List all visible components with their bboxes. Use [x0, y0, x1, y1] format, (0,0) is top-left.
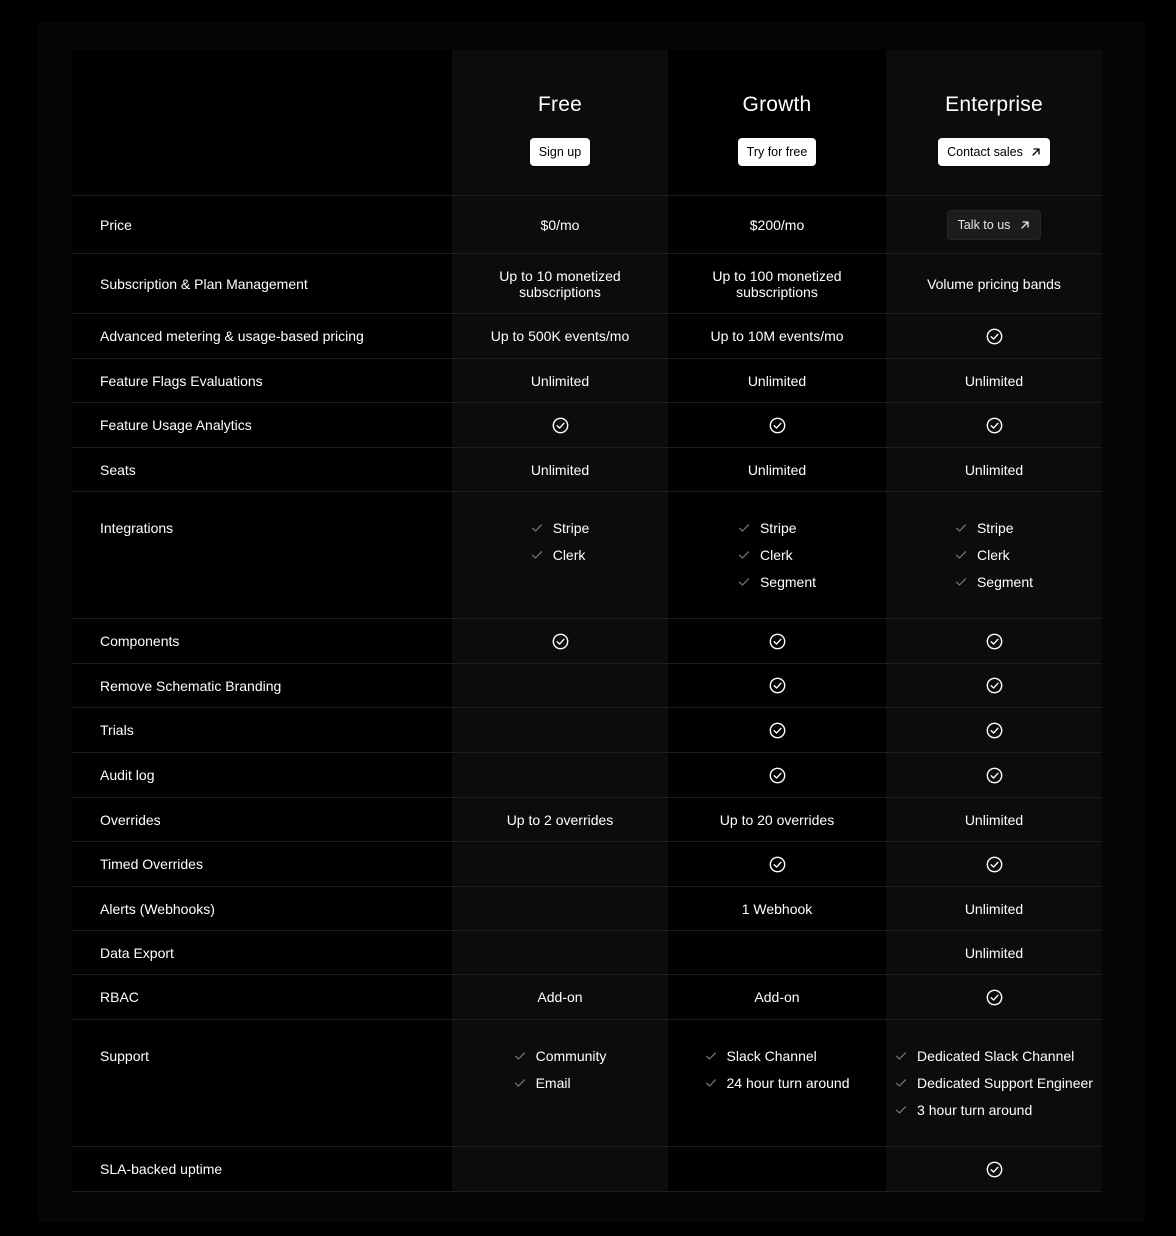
list-item	[705, 1048, 817, 1064]
list-item-label: Stripe	[976, 520, 1014, 536]
branding-free	[452, 664, 668, 707]
audit-growth	[668, 753, 886, 797]
list-item-label: Clerk	[976, 547, 1010, 563]
branding-growth	[668, 664, 886, 707]
subscription-enterprise: Volume pricing bands	[886, 254, 1102, 313]
list-item-label: Clerk	[552, 547, 586, 563]
table-row	[72, 254, 1102, 314]
list-item	[705, 1075, 850, 1091]
row-label-integrations: Integrations	[72, 492, 452, 618]
overrides-free: Up to 2 overrides	[452, 798, 668, 841]
row-label-trials: Trials	[72, 708, 452, 752]
check-circle-icon	[769, 417, 786, 434]
table-row	[72, 664, 1102, 708]
alerts-enterprise: Unlimited	[886, 887, 1102, 930]
components-free	[452, 619, 668, 663]
row-label-audit: Audit log	[72, 753, 452, 797]
table-row	[72, 1020, 1102, 1147]
sla-enterprise	[886, 1147, 1102, 1191]
export-growth	[668, 931, 886, 974]
table-row	[72, 403, 1102, 448]
check-circle-icon	[769, 767, 786, 784]
checkmark-icon	[895, 1078, 907, 1088]
check-circle-icon	[552, 633, 569, 650]
list-item-label: 3 hour turn around	[917, 1102, 1033, 1118]
list-item-label: Segment	[976, 574, 1034, 590]
sign-up-button[interactable]	[530, 138, 590, 166]
row-label-alerts: Alerts (Webhooks)	[72, 887, 452, 930]
contact-sales-label: Contact sales	[947, 145, 1023, 159]
check-circle-icon	[986, 1161, 1003, 1178]
alerts-growth: 1 Webhook	[668, 887, 886, 930]
feature-list	[895, 1048, 1093, 1118]
row-label-overrides: Overrides	[72, 798, 452, 841]
table-row	[72, 314, 1102, 359]
checkmark-icon	[738, 523, 750, 533]
row-label-rbac: RBAC	[72, 975, 452, 1019]
table-row	[72, 842, 1102, 887]
plan-name-free: Free	[538, 93, 582, 116]
table-row	[72, 931, 1102, 975]
row-label-seats: Seats	[72, 448, 452, 491]
arrow-up-right-icon	[1031, 147, 1041, 157]
price-growth: $200/mo	[668, 196, 886, 253]
table-row	[72, 492, 1102, 619]
checkmark-icon	[955, 523, 967, 533]
list-item	[514, 1048, 607, 1064]
list-item	[895, 1102, 1032, 1118]
components-enterprise	[886, 619, 1102, 663]
list-item-label: Stripe	[759, 520, 797, 536]
sign-up-label: Sign up	[538, 145, 582, 159]
row-label-export: Data Export	[72, 931, 452, 974]
export-enterprise: Unlimited	[886, 931, 1102, 974]
check-circle-icon	[986, 633, 1003, 650]
row-label-support: Support	[72, 1020, 452, 1146]
analytics-growth	[668, 403, 886, 447]
support-free	[452, 1020, 668, 1146]
row-label-metering: Advanced metering & usage-based pricing	[72, 314, 452, 358]
pricing-comparison-table	[72, 50, 1102, 1192]
check-circle-icon	[769, 633, 786, 650]
row-label-timed: Timed Overrides	[72, 842, 452, 886]
branding-enterprise	[886, 664, 1102, 707]
seats-enterprise: Unlimited	[886, 448, 1102, 491]
table-row	[72, 708, 1102, 753]
check-circle-icon	[986, 677, 1003, 694]
list-item	[738, 547, 793, 563]
list-item-label: Stripe	[552, 520, 590, 536]
feature-list	[514, 1048, 607, 1091]
checkmark-icon	[895, 1051, 907, 1061]
check-circle-icon	[769, 856, 786, 873]
integrations-free	[452, 492, 668, 618]
audit-enterprise	[886, 753, 1102, 797]
components-growth	[668, 619, 886, 663]
list-item-label: Dedicated Slack Channel	[917, 1048, 1075, 1064]
list-item-label: Dedicated Support Engineer	[917, 1075, 1093, 1091]
support-enterprise	[886, 1020, 1102, 1146]
timed-free	[452, 842, 668, 886]
checkmark-icon	[531, 523, 543, 533]
try-for-free-label: Try for free	[746, 145, 808, 159]
arrow-up-right-icon	[1020, 220, 1030, 230]
feature-list	[705, 1048, 850, 1091]
list-item-label: Email	[535, 1075, 571, 1091]
header-spacer	[72, 50, 452, 195]
list-item	[895, 1048, 1074, 1064]
list-item	[955, 574, 1033, 590]
support-growth	[668, 1020, 886, 1146]
list-item-label: Segment	[759, 574, 817, 590]
rbac-growth: Add-on	[668, 975, 886, 1019]
plan-column-enterprise	[886, 50, 1102, 195]
list-item-label: 24 hour turn around	[726, 1075, 850, 1091]
table-row	[72, 798, 1102, 842]
subscription-growth: Up to 100 monetized subscriptions	[668, 254, 886, 313]
talk-to-us-button[interactable]	[947, 210, 1042, 240]
talk-to-us-label: Talk to us	[957, 217, 1011, 232]
timed-growth	[668, 842, 886, 886]
row-label-price: Price	[72, 196, 452, 253]
rbac-free: Add-on	[452, 975, 668, 1019]
metering-growth: Up to 10M events/mo	[668, 314, 886, 358]
row-label-components: Components	[72, 619, 452, 663]
list-item	[895, 1075, 1093, 1091]
rbac-enterprise	[886, 975, 1102, 1019]
table-row	[72, 359, 1102, 403]
alerts-free	[452, 887, 668, 930]
checkmark-icon	[514, 1051, 526, 1061]
analytics-free	[452, 403, 668, 447]
list-item	[738, 520, 797, 536]
row-label-flags: Feature Flags Evaluations	[72, 359, 452, 402]
table-row	[72, 619, 1102, 664]
flags-free: Unlimited	[452, 359, 668, 402]
sla-free	[452, 1147, 668, 1191]
audit-free	[452, 753, 668, 797]
integrations-enterprise	[886, 492, 1102, 618]
checkmark-icon	[738, 577, 750, 587]
table-row	[72, 975, 1102, 1020]
contact-sales-button[interactable]	[938, 138, 1050, 166]
list-item	[531, 547, 586, 563]
list-item	[738, 574, 816, 590]
integrations-growth	[668, 492, 886, 618]
list-item-label: Community	[535, 1048, 607, 1064]
list-item	[531, 520, 590, 536]
overrides-growth: Up to 20 overrides	[668, 798, 886, 841]
feature-list	[531, 520, 590, 563]
list-item	[955, 547, 1010, 563]
feature-list	[955, 520, 1033, 590]
sla-growth	[668, 1147, 886, 1191]
feature-list	[738, 520, 816, 590]
checkmark-icon	[705, 1078, 717, 1088]
plan-name-growth: Growth	[742, 93, 812, 116]
check-circle-icon	[769, 677, 786, 694]
table-row	[72, 887, 1102, 931]
checkmark-icon	[895, 1105, 907, 1115]
checkmark-icon	[955, 550, 967, 560]
price-enterprise	[886, 196, 1102, 253]
trials-free	[452, 708, 668, 752]
seats-free: Unlimited	[452, 448, 668, 491]
list-item-label: Clerk	[759, 547, 793, 563]
timed-enterprise	[886, 842, 1102, 886]
check-circle-icon	[552, 417, 569, 434]
subscription-free: Up to 10 monetized subscriptions	[452, 254, 668, 313]
flags-enterprise: Unlimited	[886, 359, 1102, 402]
price-free: $0/mo	[452, 196, 668, 253]
checkmark-icon	[738, 550, 750, 560]
flags-growth: Unlimited	[668, 359, 886, 402]
checkmark-icon	[531, 550, 543, 560]
check-circle-icon	[986, 417, 1003, 434]
check-circle-icon	[986, 722, 1003, 739]
plan-column-free	[452, 50, 668, 195]
checkmark-icon	[705, 1051, 717, 1061]
check-circle-icon	[986, 856, 1003, 873]
overrides-enterprise: Unlimited	[886, 798, 1102, 841]
check-circle-icon	[986, 989, 1003, 1006]
plan-header-row	[72, 50, 1102, 196]
try-for-free-button[interactable]	[738, 138, 817, 166]
table-row	[72, 196, 1102, 254]
checkmark-icon	[955, 577, 967, 587]
check-circle-icon	[986, 328, 1003, 345]
list-item-label: Slack Channel	[726, 1048, 817, 1064]
row-label-analytics: Feature Usage Analytics	[72, 403, 452, 447]
row-label-branding: Remove Schematic Branding	[72, 664, 452, 707]
metering-free: Up to 500K events/mo	[452, 314, 668, 358]
export-free	[452, 931, 668, 974]
check-circle-icon	[986, 767, 1003, 784]
table-row	[72, 753, 1102, 798]
plan-column-growth	[668, 50, 886, 195]
table-row	[72, 448, 1102, 492]
checkmark-icon	[514, 1078, 526, 1088]
check-circle-icon	[769, 722, 786, 739]
row-label-subscription: Subscription & Plan Management	[72, 254, 452, 313]
trials-growth	[668, 708, 886, 752]
plan-name-enterprise: Enterprise	[945, 93, 1043, 116]
seats-growth: Unlimited	[668, 448, 886, 491]
metering-enterprise	[886, 314, 1102, 358]
list-item	[514, 1075, 571, 1091]
analytics-enterprise	[886, 403, 1102, 447]
trials-enterprise	[886, 708, 1102, 752]
table-row	[72, 1147, 1102, 1192]
list-item	[955, 520, 1014, 536]
row-label-sla: SLA-backed uptime	[72, 1147, 452, 1191]
